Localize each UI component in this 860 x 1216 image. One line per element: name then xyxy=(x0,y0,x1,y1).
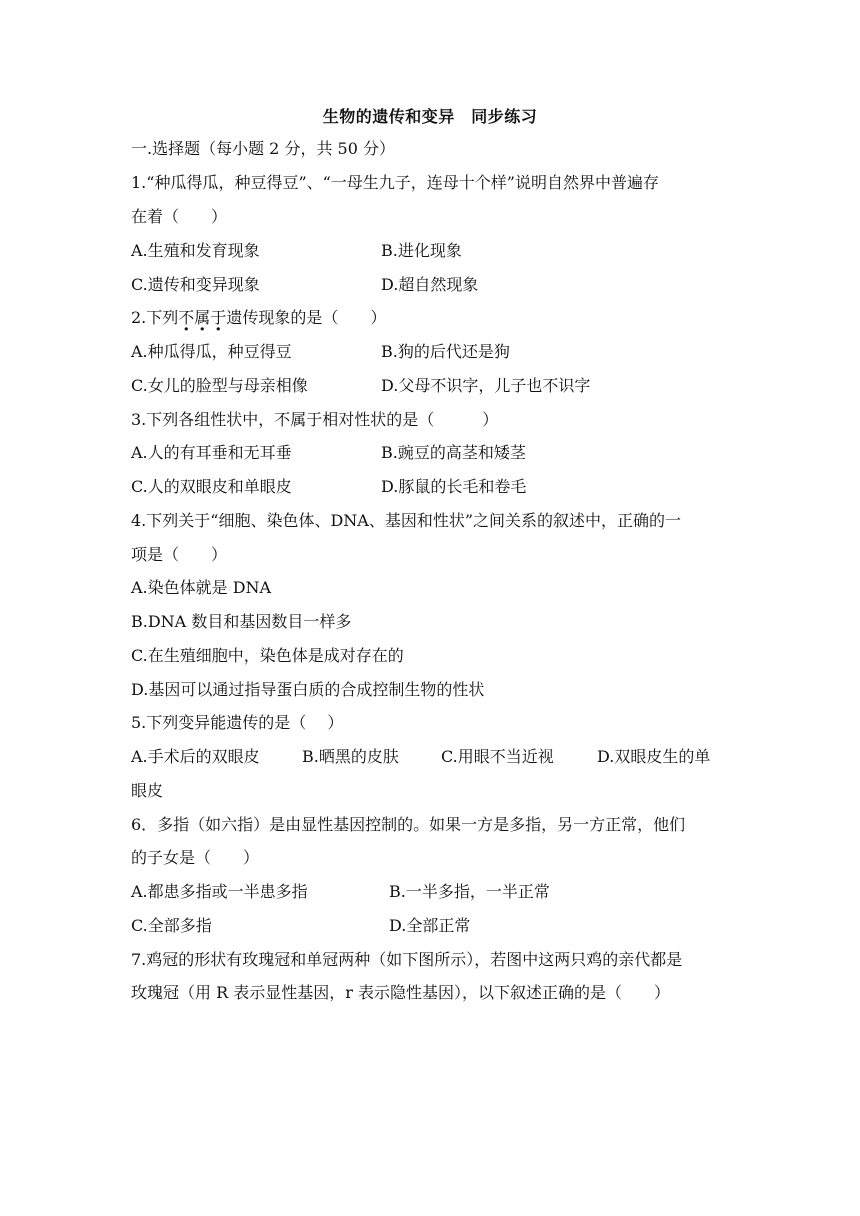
question-4-option-d: D.基因可以通过指导蛋白质的合成控制生物的性状 xyxy=(131,680,485,699)
question-4-stem-line1: 4.下列关于“细胞、染色体、DNA、基因和性状”之间关系的叙述中，正确的一 xyxy=(131,511,682,530)
question-6-option-a: A.都患多指或一半患多指 xyxy=(131,882,308,901)
question-1-option-d: D.超自然现象 xyxy=(381,275,479,294)
question-2-stem-prefix: 2.下列 xyxy=(131,308,179,327)
question-3-option-b: B.豌豆的高茎和矮茎 xyxy=(381,443,526,462)
question-2-option-b: B.狗的后代还是狗 xyxy=(381,342,510,361)
question-6-option-d: D.全部正常 xyxy=(389,916,471,935)
question-3-option-a: A.人的有耳垂和无耳垂 xyxy=(131,443,292,462)
question-2-stem xyxy=(131,307,386,329)
question-5-option-a: A.手术后的双眼皮 xyxy=(131,747,260,766)
question-4-option-b: B.DNA 数目和基因数目一样多 xyxy=(131,612,352,631)
page-title: 生物的遗传和变异 同步练习 xyxy=(322,107,538,126)
question-4-option-c: C.在生殖细胞中，染色体是成对存在的 xyxy=(131,646,404,665)
question-4-option-a: A.染色体就是 DNA xyxy=(131,578,272,597)
question-1-stem-line2: 在着（ ） xyxy=(131,207,228,226)
question-2-stem-suffix: 遗传现象的是（ ） xyxy=(226,308,387,327)
question-5-option-d-continued: 眼皮 xyxy=(131,781,164,800)
question-5-option-b: B.晒黑的皮肤 xyxy=(302,747,399,766)
question-5-option-c: C.用眼不当近视 xyxy=(441,747,554,766)
question-1-option-b: B.进化现象 xyxy=(381,241,462,260)
question-7-stem-line1: 7.鸡冠的形状有玫瑰冠和单冠两种（如下图所示），若图中这两只鸡的亲代都是 xyxy=(131,950,683,969)
question-6-stem-line2: 的子女是（ ） xyxy=(131,848,260,867)
question-2-option-c: C.女儿的脸型与母亲相像 xyxy=(131,376,308,395)
section-heading: 一.选择题（每小题 2 分，共 50 分） xyxy=(131,139,395,158)
question-3-stem: 3.下列各组性状中，不属于相对性状的是（ ） xyxy=(131,410,499,429)
emphasis-char: 于 xyxy=(210,308,227,327)
question-6-stem-line1: 6．多指（如六指）是由显性基因控制的。如果一方是多指，另一方正常，他们 xyxy=(131,815,686,834)
emphasis-char: 不 xyxy=(178,308,195,327)
question-3-option-d: D.豚鼠的长毛和卷毛 xyxy=(381,477,527,496)
question-6-option-c: C.全部多指 xyxy=(131,916,212,935)
question-4-stem-line2: 项是（ ） xyxy=(131,545,228,564)
question-1-stem-line1: 1.“种瓜得瓜，种豆得豆”、“一母生九子，连母十个样”说明自然界中普遍存 xyxy=(131,173,659,192)
question-7-stem-line2: 玫瑰冠（用 R 表示显性基因，r 表示隐性基因），以下叙述正确的是（ ） xyxy=(131,983,670,1002)
question-2-option-d: D.父母不识字，儿子也不识字 xyxy=(381,376,591,395)
question-1-option-c: C.遗传和变异现象 xyxy=(131,275,260,294)
question-3-option-c: C.人的双眼皮和单眼皮 xyxy=(131,477,292,496)
question-2-option-a: A.种瓜得瓜，种豆得豆 xyxy=(131,342,292,361)
question-5-option-d: D.双眼皮生的单 xyxy=(597,747,711,766)
question-6-option-b: B.一半多指，一半正常 xyxy=(389,882,550,901)
emphasis-char: 属 xyxy=(194,308,211,327)
question-5-stem: 5.下列变异能遗传的是（ ） xyxy=(131,713,344,732)
question-1-option-a: A.生殖和发育现象 xyxy=(131,241,260,260)
